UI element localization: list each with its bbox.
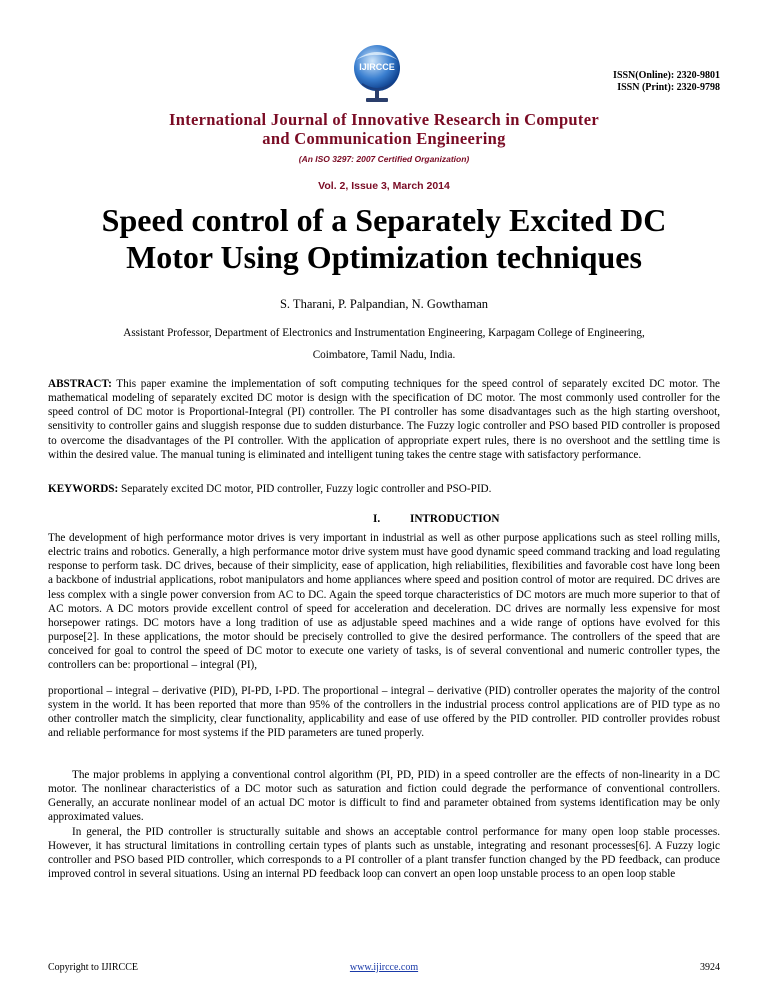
journal-name xyxy=(60,110,708,148)
affiliation xyxy=(40,322,728,366)
abstract xyxy=(48,377,720,462)
paragraph: The major problems in applying a conventional control algorithm (PI, PD, PID) in a speed controller are the effects of non-linearity in a DC motor. The nonlinear characteristics of a DC motor such as saturation and fiction could degrade the performance of conventional controllers. Generally, an accurate nonlinear model of an actual DC motor is difficult to find and parameter obtained from systems identification may be only approximated values. xyxy=(48,769,720,824)
volume-issue: Vol. 2, Issue 3, March 2014 xyxy=(318,180,450,192)
iso-certification: (An ISO 3297: 2007 Certified Organization) xyxy=(298,154,470,164)
paper-title xyxy=(80,202,688,276)
paragraph: In general, the PID controller is structurally suitable and shows an acceptable control performance for many open loop stable processes. However, it has structural limitations in controlling certain types of plants such as unstable, integrating and resonant processes[6]. A Fuzzy logic controller and PSO based PID controller, which corresponds to a PI controller of a plant transfer function changed by the PD feedback, can produce improved control in several situations. Using an internal PD feedback loop can convert an open loop unstable process to an open loop stable xyxy=(48,826,720,881)
footer-copyright: Copyright to IJIRCCE xyxy=(48,962,139,973)
authors: S. Tharani, P. Palpandian, N. Gowthaman xyxy=(279,297,489,311)
abstract-label: ABSTRACT: xyxy=(48,378,112,390)
journal-name-line1: International Journal of Innovative Research in Computer xyxy=(169,110,599,129)
section-number: I. xyxy=(373,513,381,525)
affiliation-line1: Assistant Professor, Department of Electronics and Instrumentation Engineering, Karpagam College of Engineering, xyxy=(123,327,645,339)
affiliation-line2: Coimbatore, Tamil Nadu, India. xyxy=(312,349,456,361)
issn-online: ISSN(Online): 2320-9801 xyxy=(613,70,720,81)
paper-title-line2: Motor Using Optimization techniques xyxy=(126,239,642,275)
paragraph: proportional – integral – derivative (PID), PI-PD, I-PD. The proportional – integral – derivative (PID) controller operates the majority of the control system in the world. It has been reported that more than 95% of the controllers in the industrial process control applications are of PID type as no other controller match the simplicity, clear functionality, applicability and ease of use offered by the PID controller. PID controller provides robust and reliable performance for most systems if the PID parameters are tuned properly. xyxy=(48,685,720,740)
keywords-text: Separately excited DC motor, PID controller, Fuzzy logic controller and PSO-PID. xyxy=(118,483,492,495)
paragraph: The development of high performance motor drives is very important in industrial as well as other purpose applications such as steel rolling mills, electric trains and robotics. Generally, a high performance motor drive system must have good dynamic speed command tracking and load regulating response to perform task. DC drives, because of their simplicity, ease of application, high reliabilities, flexibilities and favorable cost have long been a backbone of industrial applications, robot manipulators and home appliances where speed and position control of motor are required. DC drives are less complex with a single power conversion from AC to DC. Again the speed torque characteristics of DC motors are much more superior to that of AC motors. A DC motors provide excellent control of speed for acceleration and deceleration. DC drives are normally less expensive for most horsepower ratings. DC motors have a long tradition of use as adjustable speed machines and a wide range of options have evolved for this purpose[2]. In these applications, the motor should be precisely controlled to give the desired performance. The controllers of the speed that are conceived for goal to control the speed of DC motor to execute one variety of tasks, is of several conventional and numeric controller types, the controllers can be: proportional – integral (PI), xyxy=(48,532,720,672)
journal-name-line2: and Communication Engineering xyxy=(262,129,506,148)
journal-logo xyxy=(342,40,412,106)
paper-title-line1: Speed control of a Separately Excited DC xyxy=(101,202,667,238)
abstract-text: This paper examine the implementation of soft computing techniques for the speed control of separately excited DC motor. The mathematical modeling of separately excited DC motor is design with the specification of DC motor. The most commonly used controller for the speed control of DC motor is Proportional-Integral (PI) controller. The PI controller has some disadvantages such as the high starting overshoot, sensitivity to controller gains and sluggish response due to sudden disturbance. The Fuzzy logic controller and PSO based PID controller is proposed to overcome the disadvantages of the PI controller. With the application of appropriate expert rules, there is no overshoot and the settling time is within the desired value. The manual tuning is eliminated and intelligent tuning takes the centre stage with satisfactory performance. xyxy=(48,378,720,461)
issn-print: ISSN (Print): 2320-9798 xyxy=(617,82,720,93)
keywords xyxy=(48,482,720,496)
section-title: INTRODUCTION xyxy=(410,513,500,525)
issn-block xyxy=(613,70,720,94)
footer-website-link[interactable]: www.ijircce.com xyxy=(349,962,419,973)
keywords-label: KEYWORDS: xyxy=(48,483,119,495)
svg-text:IJIRCCE: IJIRCCE xyxy=(359,62,395,72)
footer-page-number: 3924 xyxy=(700,962,720,973)
